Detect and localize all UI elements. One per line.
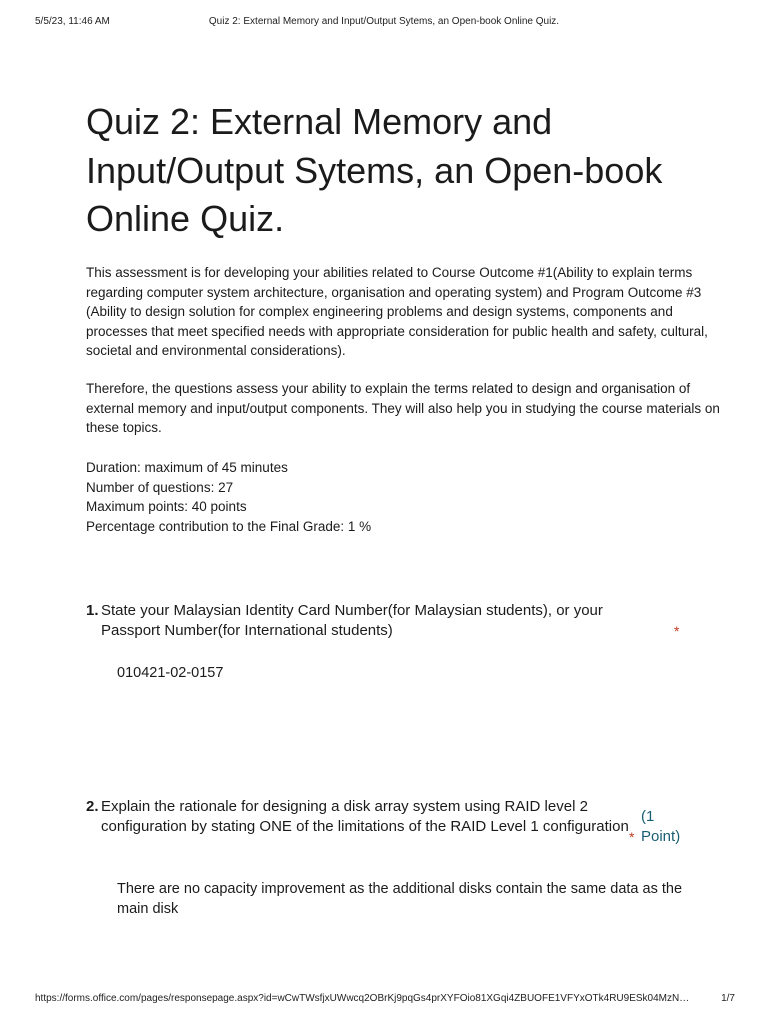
question-points-close: Point) <box>641 828 681 845</box>
answer-text: There are no capacity improvement as the additional disks contain the same data as the main disk <box>117 881 683 917</box>
print-datetime: 5/5/23, 11:46 AM <box>35 16 110 27</box>
required-asterisk: * <box>629 829 635 845</box>
answer-text: 010421-02-0157 <box>117 665 224 681</box>
quiz-description-paragraph: Therefore, the questions assess your ability to explain the terms related to design and organisation of external memory and input/output components. They will also help you in studying the course materials on these topics. <box>86 381 720 435</box>
print-header <box>0 16 768 32</box>
required-asterisk: * <box>674 623 680 639</box>
quiz-description-paragraph: This assessment is for developing your abilities related to Course Outcome #1(Ability to explain terms regarding computer system architecture, organisation and operating system) and Program Outcome #3 (Ability to design solution for complex engineering problems and design systems, components and processes that meet specified needs with appropriate consideration for public health and safety, cultural, societal and environmental considerations). <box>86 265 708 358</box>
print-page-counter: 1/7 <box>721 993 735 1004</box>
print-page-title: Quiz 2: External Memory and Input/Output Sytems, an Open-book Online Quiz. <box>208 16 560 27</box>
quiz-question-count: Number of questions: 27 <box>86 479 234 495</box>
quiz-duration: Duration: maximum of 45 minutes <box>86 460 288 475</box>
quiz-info-block <box>86 458 726 536</box>
question-number: 2. <box>86 798 99 815</box>
quiz-title: Quiz 2: External Memory and Input/Output Sytems, an Open-book Online Quiz. <box>86 101 663 239</box>
print-url: https://forms.office.com/pages/responsepage.aspx?id=wCwTWsfjxUWwcq2OBrKj9pqGs4prXYFOio81XGqi4ZBUOFE1VFYxOTk4RU9ESk04MzN… <box>35 993 690 1004</box>
quiz-max-points: Maximum points: 40 points <box>86 499 247 514</box>
print-footer <box>0 993 768 1009</box>
question-number: 1. <box>86 602 99 619</box>
quiz-grade-contribution: Percentage contribution to the Final Grade: 1 % <box>86 518 372 534</box>
question-text: State your Malaysian Identity Card Number(for Malaysian students), or your Passport Number(for International students) <box>101 602 603 639</box>
question-points-open: (1 <box>641 808 655 825</box>
question-text: Explain the rationale for designing a disk array system using RAID level 2 configuration by stating ONE of the limitations of the RAID Level 1 configuration <box>101 798 629 835</box>
